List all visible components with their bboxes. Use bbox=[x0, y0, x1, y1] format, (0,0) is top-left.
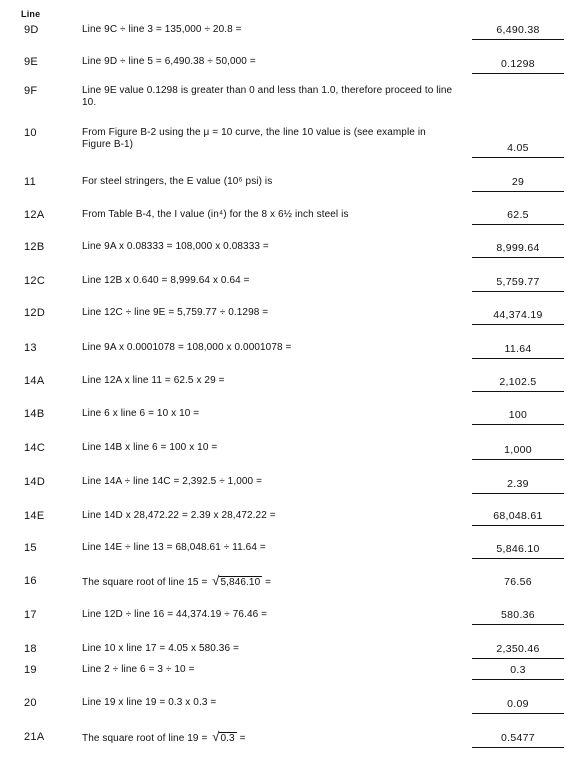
line-number: 9D bbox=[24, 24, 39, 36]
line-value: 5,846.10 bbox=[472, 543, 564, 559]
line-description: Line 14D x 28,472.22 = 2.39 x 28,472.22 = bbox=[82, 510, 276, 521]
line-number: 18 bbox=[24, 643, 37, 655]
line-number: 10 bbox=[24, 127, 37, 139]
line-text-before-radical: The square root of line 15 = bbox=[82, 577, 211, 588]
line-description: Line 9A x 0.0001078 = 108,000 x 0.0001078 = bbox=[82, 342, 292, 353]
line-number: 12C bbox=[24, 275, 46, 287]
line-value: 68,048.61 bbox=[472, 510, 564, 526]
line-number: 12B bbox=[24, 241, 45, 253]
line-number: 14A bbox=[24, 375, 45, 387]
line-value: 6,490.38 bbox=[472, 24, 564, 40]
line-description: Line 14E ÷ line 13 = 68,048.61 ÷ 11.64 = bbox=[82, 542, 266, 553]
square-root-icon: √ bbox=[212, 729, 220, 744]
line-value: 4.05 bbox=[472, 142, 564, 158]
line-number: 9E bbox=[24, 56, 39, 68]
line-description: Line 9D ÷ line 5 = 6,490.38 ÷ 50,000 = bbox=[82, 56, 256, 67]
line-number: 15 bbox=[24, 542, 37, 554]
line-value: 11.64 bbox=[472, 343, 564, 359]
line-number: 21A bbox=[24, 731, 45, 743]
line-description: Line 19 x line 19 = 0.3 x 0.3 = bbox=[82, 697, 217, 708]
line-value: 0.5477 bbox=[472, 732, 564, 748]
line-value: 0.3 bbox=[472, 664, 564, 680]
line-value: 100 bbox=[472, 409, 564, 425]
radicand: 0.3 bbox=[220, 733, 235, 744]
line-number: 14E bbox=[24, 510, 45, 522]
line-description: Line 6 x line 6 = 10 x 10 = bbox=[82, 408, 200, 419]
line-description: Line 9E value 0.1298 is greater than 0 and less than 1.0, therefore proceed to line 10. bbox=[82, 85, 453, 108]
line-description bbox=[82, 575, 462, 589]
line-description: Line 12D ÷ line 16 = 44,374.19 ÷ 76.46 = bbox=[82, 609, 268, 620]
line-text-before-radical: The square root of line 19 = bbox=[82, 733, 211, 744]
line-value: 580.36 bbox=[472, 609, 564, 625]
line-number: 12D bbox=[24, 307, 46, 319]
line-number: 14C bbox=[24, 442, 46, 454]
line-description: Line 9A x 0.08333 = 108,000 x 0.08333 = bbox=[82, 241, 269, 252]
line-text-after-radical: = bbox=[262, 577, 272, 588]
line-number: 20 bbox=[24, 697, 37, 709]
line-value: 1,000 bbox=[472, 444, 564, 460]
line-number: 16 bbox=[24, 575, 37, 587]
line-value: 44,374.19 bbox=[472, 309, 564, 325]
radicand: 5,846.10 bbox=[220, 577, 261, 588]
line-value: 2.39 bbox=[472, 478, 564, 494]
line-number: 14B bbox=[24, 408, 45, 420]
line-value: 0.09 bbox=[472, 698, 564, 714]
square-root-icon: √ bbox=[212, 573, 220, 588]
line-value: 2,102.5 bbox=[472, 376, 564, 392]
line-description: Line 14A ÷ line 14C = 2,392.5 ÷ 1,000 = bbox=[82, 476, 263, 487]
line-description: For steel stringers, the E value (10⁶ psi) is bbox=[82, 176, 273, 187]
column-header-line: Line bbox=[21, 9, 41, 19]
line-number: 19 bbox=[24, 664, 37, 676]
line-number: 14D bbox=[24, 476, 46, 488]
line-value: 29 bbox=[472, 176, 564, 192]
line-description: From Figure B-2 using the μ = 10 curve, the line 10 value is (see example in Figure B-1) bbox=[82, 127, 426, 150]
line-description: Line 12A x line 11 = 62.5 x 29 = bbox=[82, 375, 225, 386]
line-description: From Table B-4, the I value (in⁴) for the 8 x 6½ inch steel is bbox=[82, 209, 349, 220]
line-number: 11 bbox=[24, 176, 37, 188]
line-description: Line 2 ÷ line 6 = 3 ÷ 10 = bbox=[82, 664, 195, 675]
line-description bbox=[82, 731, 462, 745]
line-number: 13 bbox=[24, 342, 37, 354]
line-description: Line 10 x line 17 = 4.05 x 580.36 = bbox=[82, 643, 239, 654]
line-value: 62.5 bbox=[472, 209, 564, 225]
line-value: 5,759.77 bbox=[472, 276, 564, 292]
line-description: Line 14B x line 6 = 100 x 10 = bbox=[82, 442, 218, 453]
line-description: Line 12B x 0.640 = 8,999.64 x 0.64 = bbox=[82, 275, 250, 286]
line-description: Line 9C ÷ line 3 = 135,000 ÷ 20.8 = bbox=[82, 24, 242, 35]
line-number: 12A bbox=[24, 209, 45, 221]
line-value: 8,999.64 bbox=[472, 242, 564, 258]
line-value: 0.1298 bbox=[472, 58, 564, 74]
line-description: Line 12C ÷ line 9E = 5,759.77 ÷ 0.1298 = bbox=[82, 307, 269, 318]
line-value: 76.56 bbox=[504, 576, 532, 588]
line-number: 9F bbox=[24, 85, 38, 97]
line-text-after-radical: = bbox=[236, 733, 246, 744]
line-value: 2,350.46 bbox=[472, 643, 564, 659]
line-number: 17 bbox=[24, 609, 37, 621]
